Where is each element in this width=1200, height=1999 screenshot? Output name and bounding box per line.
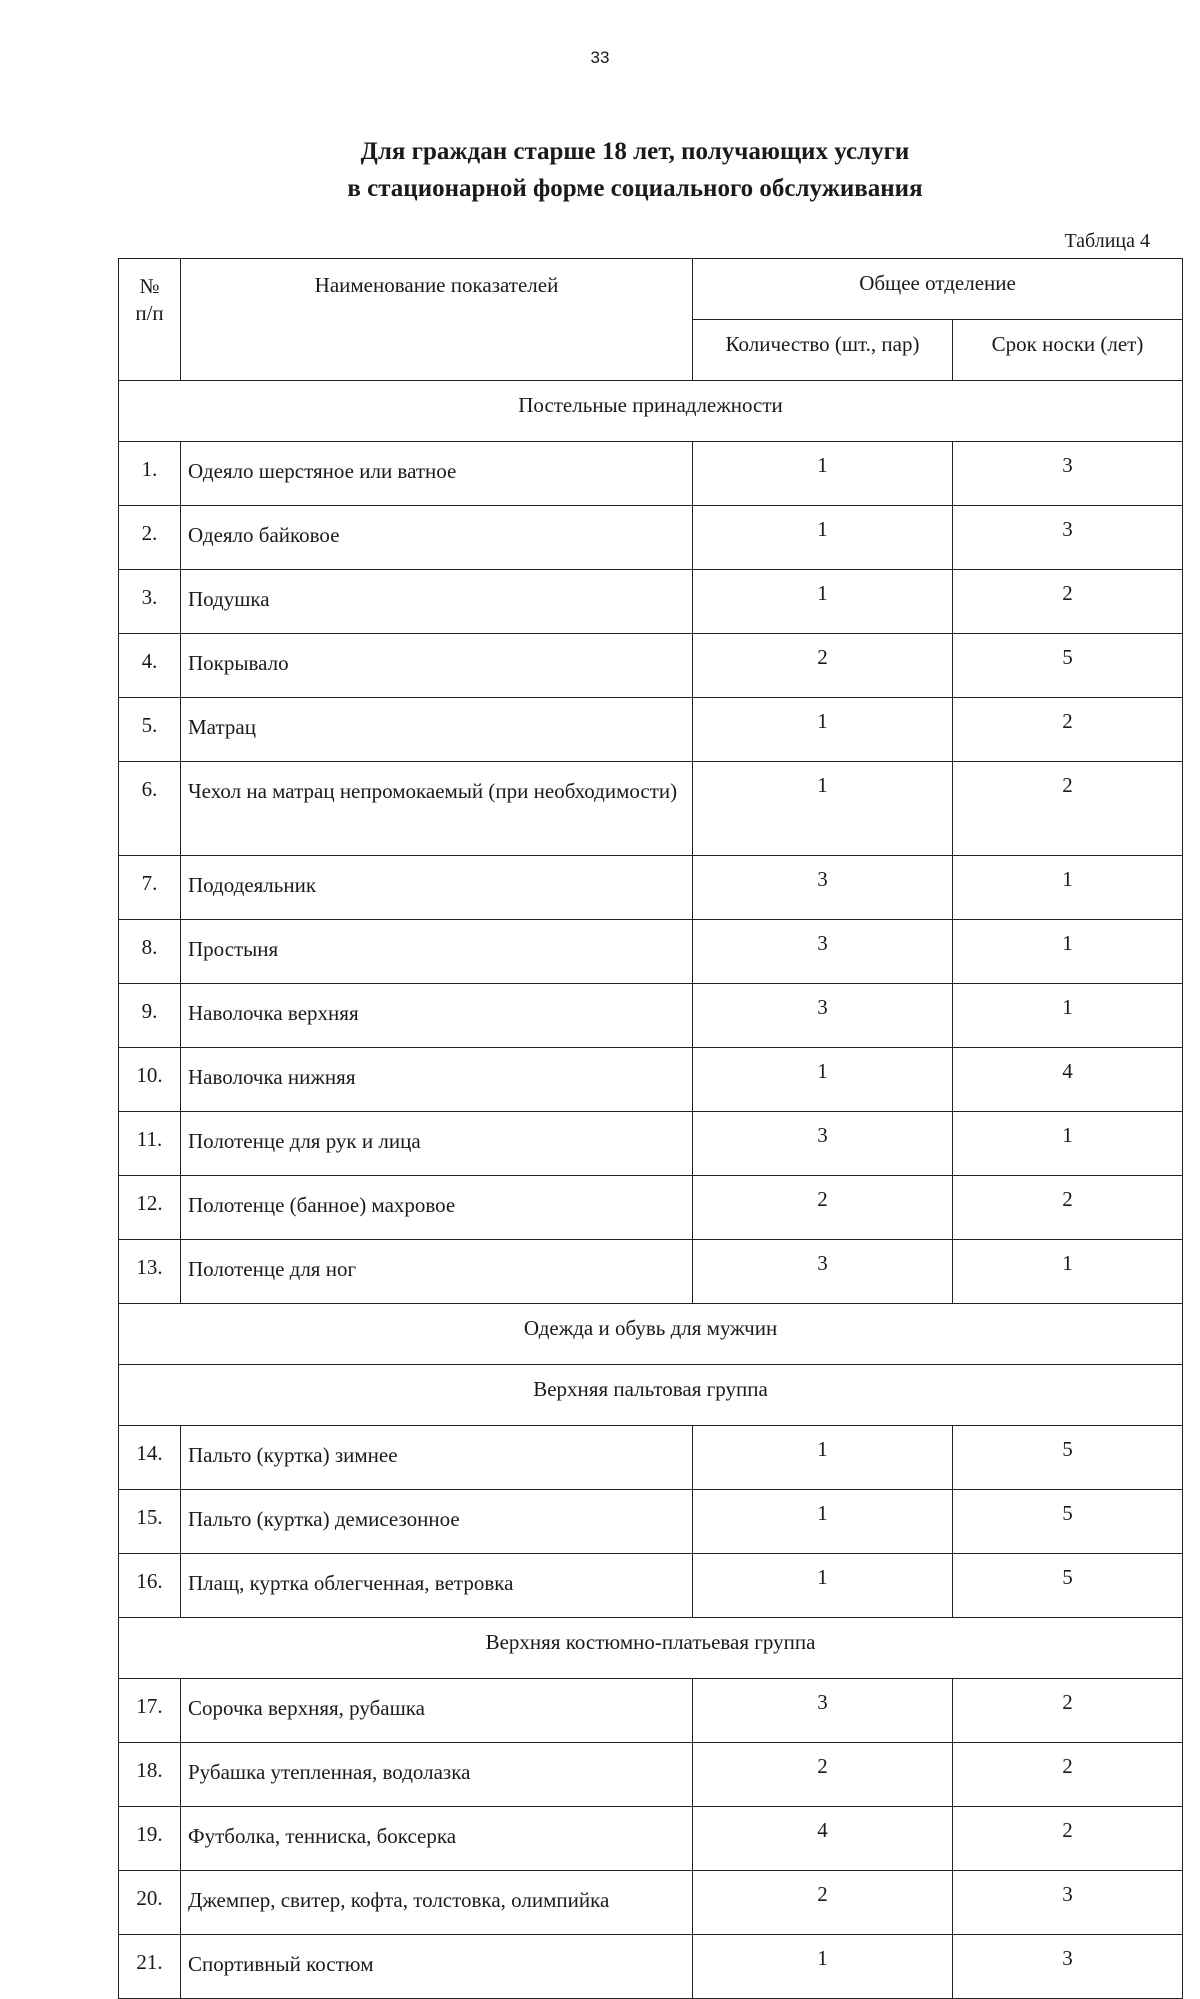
row-name: Пальто (куртка) зимнее xyxy=(181,1426,693,1490)
row-name: Одеяло шерстяное или ватное xyxy=(181,442,693,506)
table-row xyxy=(119,1554,1183,1618)
row-number: 12. xyxy=(119,1176,181,1240)
row-term: 5 xyxy=(953,1554,1183,1618)
row-name: Пододеяльник xyxy=(181,856,693,920)
row-number: 5. xyxy=(119,698,181,762)
row-number: 8. xyxy=(119,920,181,984)
row-quantity: 1 xyxy=(693,1490,953,1554)
row-name: Чехол на матрац непромокаемый (при необходимости) xyxy=(181,762,693,856)
row-name: Сорочка верхняя, рубашка xyxy=(181,1679,693,1743)
row-number: 17. xyxy=(119,1679,181,1743)
row-quantity: 3 xyxy=(693,1679,953,1743)
row-name: Полотенце для рук и лица xyxy=(181,1112,693,1176)
row-term: 1 xyxy=(953,1240,1183,1304)
table-row xyxy=(119,762,1183,856)
header-name-cell: Наименование показателей xyxy=(181,259,693,381)
row-number: 19. xyxy=(119,1807,181,1871)
row-quantity: 4 xyxy=(693,1807,953,1871)
row-term: 5 xyxy=(953,1426,1183,1490)
row-term: 4 xyxy=(953,1048,1183,1112)
row-number: 21. xyxy=(119,1935,181,1999)
header-qty-cell: Количество (шт., пар) xyxy=(693,320,953,381)
row-number: 20. xyxy=(119,1871,181,1935)
row-name: Пальто (куртка) демисезонное xyxy=(181,1490,693,1554)
row-term: 2 xyxy=(953,570,1183,634)
row-name: Спортивный костюм xyxy=(181,1935,693,1999)
row-name: Простыня xyxy=(181,920,693,984)
row-term: 2 xyxy=(953,1807,1183,1871)
row-number: 16. xyxy=(119,1554,181,1618)
table-row xyxy=(119,1176,1183,1240)
table-row xyxy=(119,1490,1183,1554)
row-number: 4. xyxy=(119,634,181,698)
row-term: 2 xyxy=(953,762,1183,856)
row-number: 6. xyxy=(119,762,181,856)
row-number: 13. xyxy=(119,1240,181,1304)
row-quantity: 1 xyxy=(693,1935,953,1999)
row-term: 2 xyxy=(953,1679,1183,1743)
row-quantity: 1 xyxy=(693,1554,953,1618)
table-row xyxy=(119,1807,1183,1871)
row-number: 3. xyxy=(119,570,181,634)
row-number: 1. xyxy=(119,442,181,506)
row-quantity: 3 xyxy=(693,1240,953,1304)
row-number: 11. xyxy=(119,1112,181,1176)
row-name: Матрац xyxy=(181,698,693,762)
section-row xyxy=(119,381,1183,442)
row-term: 5 xyxy=(953,1490,1183,1554)
document-title xyxy=(0,133,1200,207)
table-row xyxy=(119,920,1183,984)
section-label: Одежда и обувь для мужчин xyxy=(119,1304,1183,1365)
title-line-2: в стационарной форме социального обслуживания xyxy=(347,175,923,202)
section-row xyxy=(119,1365,1183,1426)
row-number: 7. xyxy=(119,856,181,920)
section-label: Верхняя пальтовая группа xyxy=(119,1365,1183,1426)
table-row xyxy=(119,1871,1183,1935)
row-term: 3 xyxy=(953,1871,1183,1935)
page-number: 33 xyxy=(590,48,610,67)
header-group-cell: Общее отделение xyxy=(693,259,1183,320)
row-number: 10. xyxy=(119,1048,181,1112)
row-quantity: 1 xyxy=(693,506,953,570)
row-quantity: 1 xyxy=(693,1426,953,1490)
table-row xyxy=(119,984,1183,1048)
row-name: Футболка, тенниска, боксерка xyxy=(181,1807,693,1871)
header-term-cell: Срок носки (лет) xyxy=(953,320,1183,381)
row-quantity: 2 xyxy=(693,1743,953,1807)
table-row xyxy=(119,1048,1183,1112)
items-table xyxy=(118,258,1183,1999)
row-quantity: 3 xyxy=(693,856,953,920)
row-term: 3 xyxy=(953,1935,1183,1999)
table-row xyxy=(119,1743,1183,1807)
row-name: Полотенце для ног xyxy=(181,1240,693,1304)
row-quantity: 3 xyxy=(693,920,953,984)
row-term: 2 xyxy=(953,698,1183,762)
row-term: 3 xyxy=(953,506,1183,570)
title-line-1: Для граждан старше 18 лет, получающих услуги xyxy=(360,138,910,165)
row-quantity: 2 xyxy=(693,1871,953,1935)
table-row xyxy=(119,1240,1183,1304)
row-number: 18. xyxy=(119,1743,181,1807)
row-number: 9. xyxy=(119,984,181,1048)
row-term: 1 xyxy=(953,856,1183,920)
table-label: Таблица 4 xyxy=(1064,230,1150,252)
section-label: Верхняя костюмно-платьевая группа xyxy=(119,1618,1183,1679)
row-name: Одеяло байковое xyxy=(181,506,693,570)
row-term: 1 xyxy=(953,920,1183,984)
row-term: 2 xyxy=(953,1176,1183,1240)
row-quantity: 3 xyxy=(693,1112,953,1176)
header-num-abbr: п/п xyxy=(135,301,164,325)
row-quantity: 2 xyxy=(693,1176,953,1240)
row-quantity: 2 xyxy=(693,634,953,698)
row-quantity: 1 xyxy=(693,570,953,634)
row-term: 1 xyxy=(953,1112,1183,1176)
table-row xyxy=(119,570,1183,634)
row-quantity: 3 xyxy=(693,984,953,1048)
row-quantity: 1 xyxy=(693,442,953,506)
table-row xyxy=(119,442,1183,506)
row-name: Плащ, куртка облегченная, ветровка xyxy=(181,1554,693,1618)
row-term: 1 xyxy=(953,984,1183,1048)
row-name: Подушка xyxy=(181,570,693,634)
row-number: 2. xyxy=(119,506,181,570)
row-quantity: 1 xyxy=(693,1048,953,1112)
section-row xyxy=(119,1618,1183,1679)
row-name: Джемпер, свитер, кофта, толстовка, олимпийка xyxy=(181,1871,693,1935)
table-row xyxy=(119,506,1183,570)
row-name: Наволочка верхняя xyxy=(181,984,693,1048)
section-row xyxy=(119,1304,1183,1365)
section-label: Постельные принадлежности xyxy=(119,381,1183,442)
row-term: 3 xyxy=(953,442,1183,506)
header-num-symbol: № xyxy=(139,274,160,298)
table-body xyxy=(119,259,1183,1999)
row-name: Покрывало xyxy=(181,634,693,698)
row-number: 14. xyxy=(119,1426,181,1490)
row-name: Рубашка утепленная, водолазка xyxy=(181,1743,693,1807)
header-num-cell xyxy=(119,259,181,381)
table-row xyxy=(119,1679,1183,1743)
table-row xyxy=(119,1935,1183,1999)
row-quantity: 1 xyxy=(693,698,953,762)
header-row xyxy=(119,259,1183,320)
row-name: Полотенце (банное) махровое xyxy=(181,1176,693,1240)
table-row xyxy=(119,856,1183,920)
row-term: 5 xyxy=(953,634,1183,698)
table-row xyxy=(119,1112,1183,1176)
table-row xyxy=(119,698,1183,762)
row-term: 2 xyxy=(953,1743,1183,1807)
row-name: Наволочка нижняя xyxy=(181,1048,693,1112)
table-row xyxy=(119,634,1183,698)
row-number: 15. xyxy=(119,1490,181,1554)
row-quantity: 1 xyxy=(693,762,953,856)
table-row xyxy=(119,1426,1183,1490)
